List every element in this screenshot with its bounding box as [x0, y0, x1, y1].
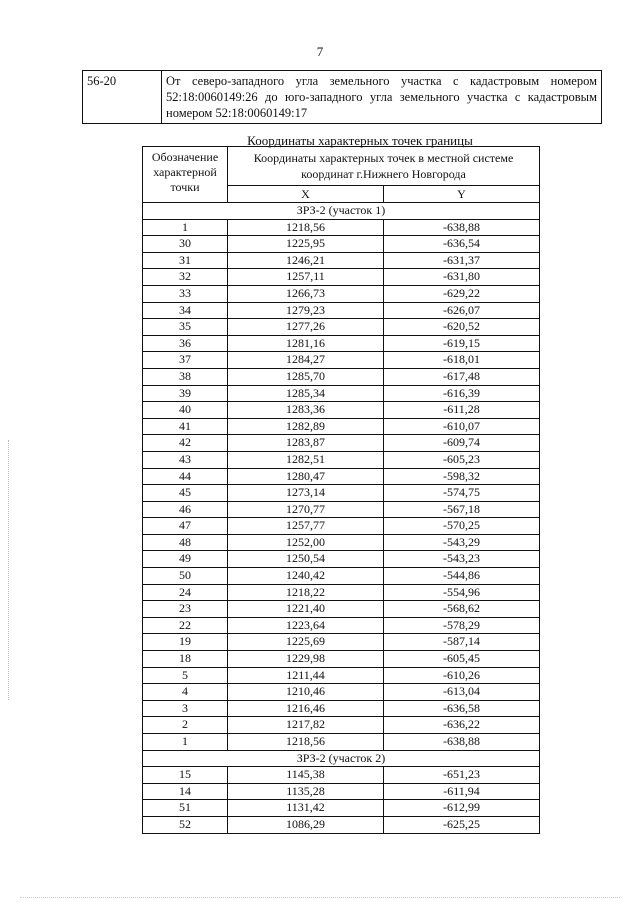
table-row [143, 651, 540, 668]
coordinate-y: -567,18 [384, 501, 540, 518]
coordinate-x: 1285,34 [228, 385, 384, 402]
coordinates-title: Координаты характерных точек границы [247, 133, 473, 148]
coordinate-x: 1225,95 [228, 236, 384, 253]
coordinate-x: 1135,28 [228, 783, 384, 800]
point-designation: 52 [143, 816, 228, 833]
table-row [143, 534, 540, 551]
coordinate-x: 1223,64 [228, 617, 384, 634]
coordinate-y: -636,58 [384, 700, 540, 717]
boundary-description-row [83, 71, 602, 124]
coordinate-x: 1250,54 [228, 551, 384, 568]
point-designation: 34 [143, 302, 228, 319]
table-row [143, 783, 540, 800]
table-row [143, 717, 540, 734]
coordinate-y: -574,75 [384, 485, 540, 502]
table-row [143, 667, 540, 684]
coordinate-y: -616,39 [384, 385, 540, 402]
boundary-description-table [82, 70, 602, 124]
coordinate-y: -609,74 [384, 435, 540, 452]
coordinate-y: -605,23 [384, 451, 540, 468]
coordinate-y: -587,14 [384, 634, 540, 651]
coordinate-y: -543,29 [384, 534, 540, 551]
table-row [143, 319, 540, 336]
coordinate-x: 1257,11 [228, 269, 384, 286]
scan-margin-mark [8, 440, 10, 700]
point-designation: 19 [143, 634, 228, 651]
point-designation: 5 [143, 667, 228, 684]
coordinate-x: 1270,77 [228, 501, 384, 518]
table-row [143, 684, 540, 701]
point-designation: 44 [143, 468, 228, 485]
coordinate-y: -598,32 [384, 468, 540, 485]
coordinate-y: -610,07 [384, 418, 540, 435]
boundary-segment-code: 56-20 [83, 71, 162, 124]
point-designation: 41 [143, 418, 228, 435]
coordinate-y: -620,52 [384, 319, 540, 336]
point-designation: 36 [143, 335, 228, 352]
coordinate-x: 1252,00 [228, 534, 384, 551]
coordinate-y: -612,99 [384, 800, 540, 817]
point-designation: 2 [143, 717, 228, 734]
coordinate-y: -617,48 [384, 368, 540, 385]
table-row [143, 551, 540, 568]
point-designation: 4 [143, 684, 228, 701]
coordinate-y: -568,62 [384, 601, 540, 618]
coordinate-x: 1284,27 [228, 352, 384, 369]
table-row [143, 601, 540, 618]
coordinate-x: 1240,42 [228, 568, 384, 585]
coordinate-x: 1221,40 [228, 601, 384, 618]
coordinate-x: 1281,16 [228, 335, 384, 352]
coordinate-x: 1282,89 [228, 418, 384, 435]
coordinate-x: 1280,47 [228, 468, 384, 485]
table-row [143, 418, 540, 435]
coordinate-y: -554,96 [384, 584, 540, 601]
section-label: ЗРЗ-2 (участок 2) [143, 750, 540, 767]
coordinate-y: -578,29 [384, 617, 540, 634]
coordinate-y: -636,54 [384, 236, 540, 253]
point-designation: 15 [143, 767, 228, 784]
point-designation: 51 [143, 800, 228, 817]
point-designation: 1 [143, 734, 228, 751]
point-designation: 23 [143, 601, 228, 618]
coordinate-x: 1218,56 [228, 734, 384, 751]
coordinate-x: 1257,77 [228, 518, 384, 535]
point-designation: 22 [143, 617, 228, 634]
point-designation: 35 [143, 319, 228, 336]
table-row [143, 352, 540, 369]
table-row [143, 285, 540, 302]
table-row [143, 700, 540, 717]
point-designation: 14 [143, 783, 228, 800]
coordinate-y: -631,80 [384, 269, 540, 286]
coordinate-x: 1277,26 [228, 319, 384, 336]
table-row [143, 518, 540, 535]
point-designation: 39 [143, 385, 228, 402]
table-row [143, 236, 540, 253]
coordinate-x: 1218,56 [228, 219, 384, 236]
table-row [143, 617, 540, 634]
coordinate-x: 1283,36 [228, 402, 384, 419]
point-designation: 43 [143, 451, 228, 468]
coordinate-y: -544,86 [384, 568, 540, 585]
coordinate-y: -626,07 [384, 302, 540, 319]
point-designation: 47 [143, 518, 228, 535]
table-row [143, 335, 540, 352]
table-row [143, 402, 540, 419]
coordinate-x: 1285,70 [228, 368, 384, 385]
coordinate-y: -619,15 [384, 335, 540, 352]
scan-bottom-mark [20, 897, 620, 899]
section-row [143, 750, 540, 767]
coordinate-y: -629,22 [384, 285, 540, 302]
point-designation: 46 [143, 501, 228, 518]
coordinate-y: -611,28 [384, 402, 540, 419]
point-designation: 38 [143, 368, 228, 385]
page-number: 7 [316, 44, 324, 59]
table-row [143, 269, 540, 286]
coordinate-x: 1131,42 [228, 800, 384, 817]
table-row [143, 485, 540, 502]
point-designation: 42 [143, 435, 228, 452]
coordinate-y: -605,45 [384, 651, 540, 668]
header-y: Y [384, 186, 540, 203]
coordinate-y: -625,25 [384, 816, 540, 833]
table-row [143, 252, 540, 269]
coordinate-x: 1145,38 [228, 767, 384, 784]
point-designation: 31 [143, 252, 228, 269]
table-row [143, 302, 540, 319]
point-designation: 45 [143, 485, 228, 502]
section-label: ЗРЗ-2 (участок 1) [143, 203, 540, 220]
table-row [143, 219, 540, 236]
coordinate-x: 1273,14 [228, 485, 384, 502]
table-row [143, 816, 540, 833]
coordinate-x: 1279,23 [228, 302, 384, 319]
coordinate-x: 1266,73 [228, 285, 384, 302]
point-designation: 49 [143, 551, 228, 568]
table-row [143, 435, 540, 452]
coordinate-x: 1225,69 [228, 634, 384, 651]
coordinate-x: 1246,21 [228, 252, 384, 269]
table-row [143, 468, 540, 485]
point-designation: 32 [143, 269, 228, 286]
point-designation: 3 [143, 700, 228, 717]
table-row [143, 368, 540, 385]
header-point-designation: Обозначение характерной точки [143, 147, 228, 203]
coordinate-y: -636,22 [384, 717, 540, 734]
coordinate-y: -631,37 [384, 252, 540, 269]
point-designation: 33 [143, 285, 228, 302]
coordinate-y: -638,88 [384, 734, 540, 751]
table-row [143, 501, 540, 518]
coordinate-y: -610,26 [384, 667, 540, 684]
coordinate-x: 1211,44 [228, 667, 384, 684]
coordinate-y: -638,88 [384, 219, 540, 236]
coordinate-x: 1229,98 [228, 651, 384, 668]
coordinate-y: -611,94 [384, 783, 540, 800]
boundary-segment-description: От северо-западного угла земельного участка с кадастровым номером 52:18:0060149:26 до юго-западного угла земельного участка с кадастровым номером 52:18:0060149:17 [162, 71, 602, 124]
point-designation: 50 [143, 568, 228, 585]
table-row [143, 800, 540, 817]
coordinate-x: 1282,51 [228, 451, 384, 468]
coordinate-x: 1086,29 [228, 816, 384, 833]
coordinate-y: -570,25 [384, 518, 540, 535]
coordinate-x: 1216,46 [228, 700, 384, 717]
table-row [143, 634, 540, 651]
point-designation: 48 [143, 534, 228, 551]
table-row [143, 767, 540, 784]
coordinate-y: -618,01 [384, 352, 540, 369]
coordinate-x: 1217,82 [228, 717, 384, 734]
coordinate-y: -651,23 [384, 767, 540, 784]
coordinates-header-row [143, 147, 540, 186]
coordinate-x: 1210,46 [228, 684, 384, 701]
coordinates-body [143, 203, 540, 834]
table-row [143, 451, 540, 468]
coordinate-y: -613,04 [384, 684, 540, 701]
point-designation: 37 [143, 352, 228, 369]
table-row [143, 584, 540, 601]
header-x: X [228, 186, 384, 203]
point-designation: 1 [143, 219, 228, 236]
coordinate-x: 1218,22 [228, 584, 384, 601]
table-row [143, 568, 540, 585]
header-coordinates-system: Координаты характерных точек в местной системе координат г.Нижнего Новгорода [228, 147, 540, 186]
point-designation: 18 [143, 651, 228, 668]
point-designation: 24 [143, 584, 228, 601]
coordinate-y: -543,23 [384, 551, 540, 568]
coordinate-x: 1283,87 [228, 435, 384, 452]
coordinates-table [142, 146, 540, 834]
point-designation: 30 [143, 236, 228, 253]
section-row [143, 203, 540, 220]
table-row [143, 734, 540, 751]
table-row [143, 385, 540, 402]
point-designation: 40 [143, 402, 228, 419]
